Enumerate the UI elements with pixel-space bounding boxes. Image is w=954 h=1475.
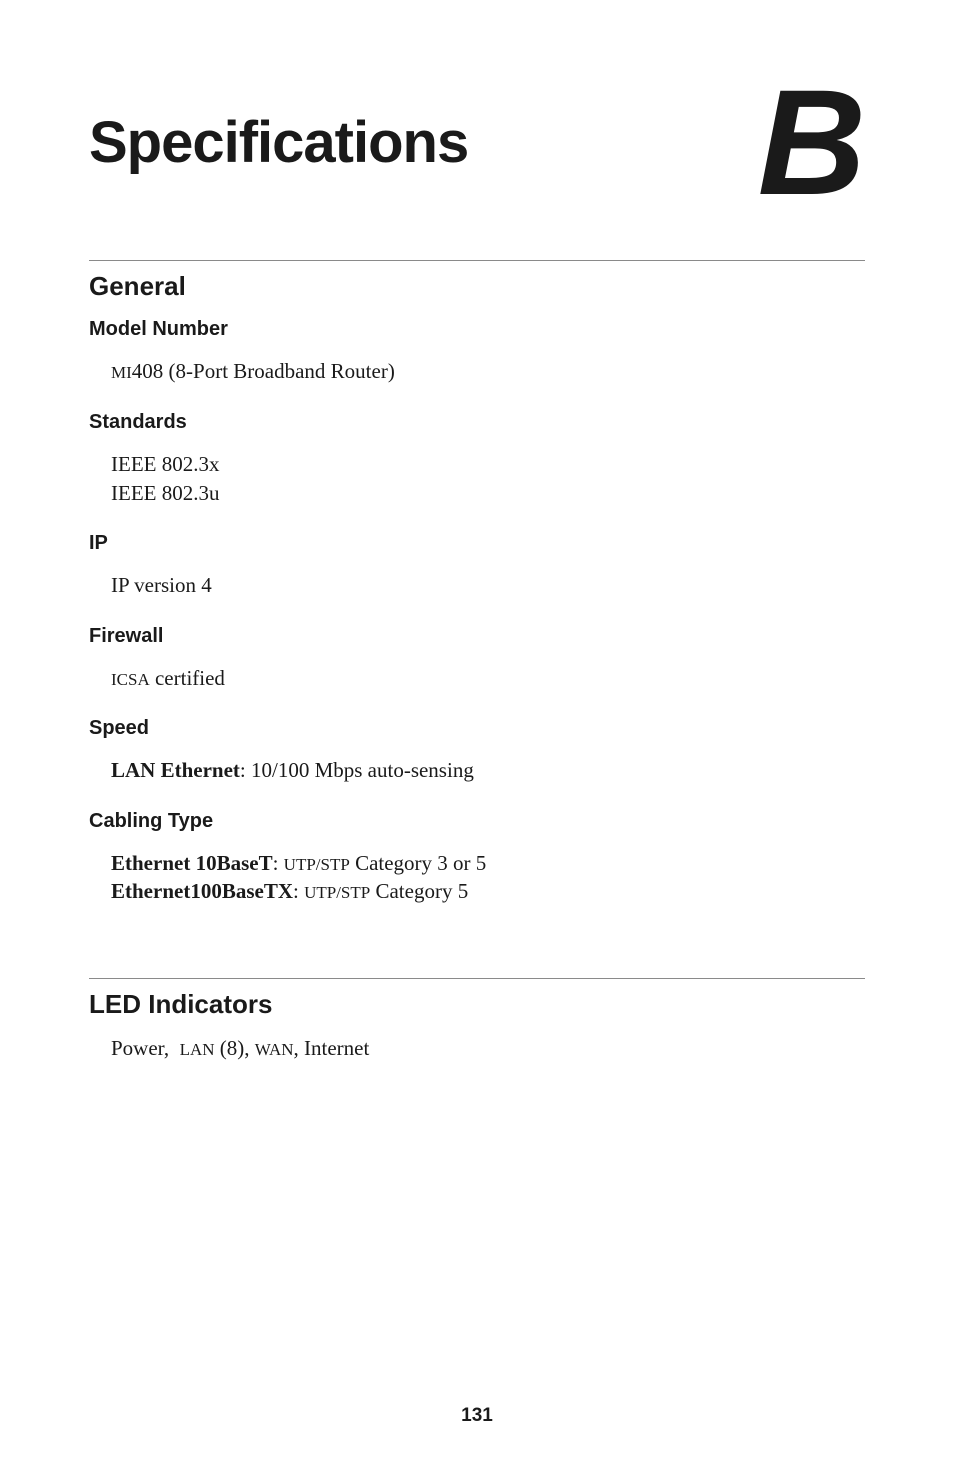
cabling-text: Category 5 [370,879,469,903]
model-number-value [111,358,395,386]
speed-value [111,757,474,783]
section-divider-general [89,260,865,261]
speed-text: : 10/100 Mbps auto-sensing [239,758,474,782]
model-number-label: Model Number [89,318,228,340]
cabling-sep: : [293,879,305,903]
model-prefix: MI [111,363,132,382]
led-part: LAN [179,1040,215,1059]
cabling-text: Category 3 or 5 [349,851,487,875]
section-heading-general: General [89,271,186,301]
cabling-label: Cabling Type [89,810,214,832]
led-part: (8), [214,1036,255,1060]
firewall-text: certified [149,666,225,690]
speed-label: Speed [89,717,150,739]
firewall-prefix: ICSA [111,670,150,689]
speed-term: LAN Ethernet [111,758,240,782]
led-value [111,1035,369,1063]
chapter-title: Specifications [89,110,469,175]
standard-item: IEEE 802.3x [111,452,220,476]
standard-item: IEEE 802.3u [111,481,220,505]
cabling-media: UTP/STP [283,855,350,874]
cabling-sep: : [272,851,284,875]
cabling-line [111,878,468,906]
cabling-term: Ethernet100BaseTX [111,879,293,903]
cabling-media: UTP/STP [304,883,371,902]
led-part: , Internet [293,1036,370,1060]
led-part: Power, [111,1036,180,1060]
ip-label: IP [89,532,108,554]
firewall-label: Firewall [89,625,164,647]
ip-value: IP version 4 [111,573,212,597]
model-text: 408 (8-Port Broadband Router) [131,359,395,383]
cabling-line [111,850,486,878]
page-number: 131 [461,1405,493,1426]
cabling-term: Ethernet 10BaseT [111,851,273,875]
section-heading-led: LED Indicators [89,989,273,1019]
firewall-value [111,665,225,693]
led-part: WAN [254,1040,294,1059]
section-divider-led [89,978,865,979]
standards-label: Standards [89,411,187,433]
chapter-letter: B [757,58,862,226]
